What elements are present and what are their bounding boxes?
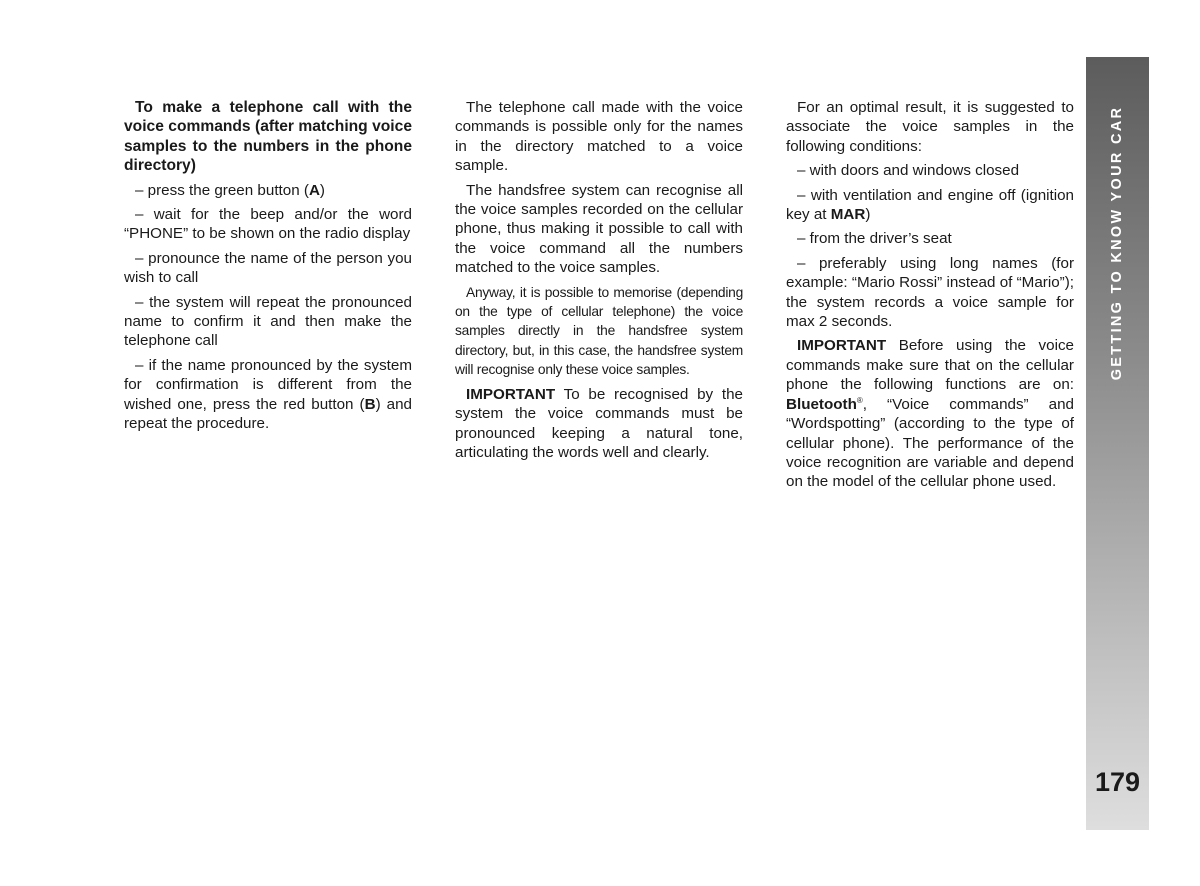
step-press-red-button: – if the name pronounced by the system for confirmation is different from the wished one, press the red button (B) and repeat the procedure. bbox=[124, 356, 413, 433]
important-label: IMPORTANT bbox=[466, 385, 556, 403]
step-press-green-button: – press the green button (A) bbox=[135, 181, 325, 199]
page-number: 179 bbox=[1094, 767, 1141, 797]
important-label: IMPORTANT bbox=[797, 337, 887, 355]
paragraph-call-possible: The telephone call made with the voice commands is possible only for the names in the directory matched to a voice sample. bbox=[455, 99, 743, 175]
left-column bbox=[124, 98, 412, 439]
paragraph-optimal-result: For an optimal result, it is suggested to associate the voice samples in the following conditions: bbox=[786, 99, 1074, 155]
step-wait-beep: – wait for the beep and/or the word “PHONE” to be shown on the radio display bbox=[124, 206, 412, 243]
chapter-title: GETTING TO KNOW YOUR CAR bbox=[1109, 105, 1125, 381]
condition-doors-closed: – with doors and windows closed bbox=[797, 162, 1020, 180]
important-note-functions: IMPORTANT Before using the voice commands make sure that on the cellular phone the following functions are on: Bluetooth®, “Voice commands” and “Wordspotting” (according to the type of cellular phone). The performance of the voice recognition are variable and depend on the model of the cellular phone used. bbox=[786, 337, 1074, 491]
step-pronounce-name: – pronounce the name of the person you wish to call bbox=[124, 249, 412, 287]
bluetooth-label: Bluetooth bbox=[786, 395, 857, 413]
important-note-pronunciation: IMPORTANT To be recognised by the system the voice commands must be pronounced keeping a natural tone, articulating the words well and clearly. bbox=[455, 385, 743, 461]
section-heading: To make a telephone call with the voice commands (after matching voice samples to the numbers in the phone directory) bbox=[124, 99, 412, 175]
middle-column bbox=[455, 98, 743, 467]
right-column bbox=[786, 98, 1074, 497]
button-a-label: A bbox=[308, 181, 320, 199]
paragraph-handsfree-recognise: The handsfree system can recognise all the voice samples recorded on the cellular phone, thus making it possible to call with the voice command all the numbers matched to the voice samples. bbox=[455, 181, 743, 277]
paragraph-memorise-samples: Anyway, it is possible to memorise (depending on the type of cellular telephone) the voice samples directly in the handsfree system directory, but, in this case, the handsfree system will recognise only these voice samples. bbox=[455, 284, 743, 378]
step-system-repeats: – the system will repeat the pronounced name to confirm it and then make the telephone call bbox=[124, 293, 412, 350]
mar-label: MAR bbox=[830, 206, 866, 224]
condition-engine-off: – with ventilation and engine off (ignition key at MAR) bbox=[786, 186, 1074, 224]
condition-drivers-seat: – from the driver’s seat bbox=[797, 230, 952, 248]
condition-long-names: – preferably using long names (for example: “Mario Rossi” instead of “Mario”); the system records a voice sample for max 2 seconds. bbox=[786, 254, 1074, 331]
button-b-label: B bbox=[364, 395, 376, 413]
